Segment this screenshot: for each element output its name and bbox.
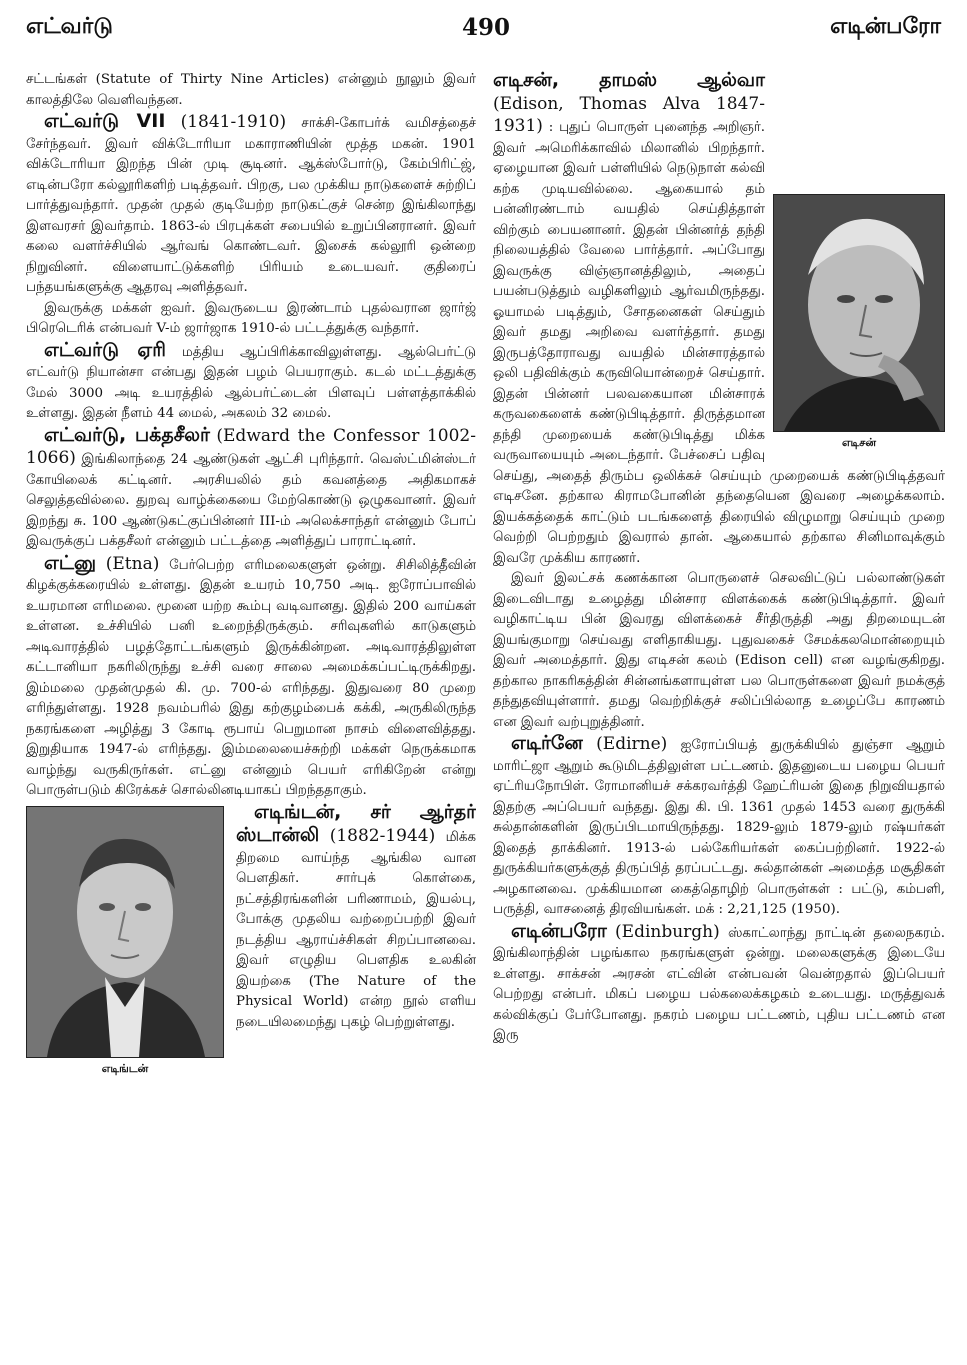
entry-latin-name: (Edison, Thomas Alva 1847-1931) (493, 93, 765, 136)
entry-dates: (1882-1944) (329, 826, 436, 846)
figure-caption: எடிசன் (841, 436, 877, 449)
running-head-left: எட்வர்டு (26, 14, 113, 39)
eddington-portrait (26, 806, 224, 1058)
right-column (493, 70, 945, 1360)
entry-continuation: சட்டங்கள் (Statute of Thirty Nine Articles) என்னும் நூலும் இவர் காலத்திலே வெளிவந்தன. (26, 72, 476, 108)
entry-latin-name: (Etna) (105, 553, 160, 574)
entry-body: ஐரோப்பியத் துருக்கியில் துஞ்சா ஆறும் மாரிட்ஜா ஆறும் கூடுமிடத்திலுள்ள பட்டணம். இதனுடைய பழைய பெயர் ஏட்ரியநோபிள். ரோமானியச் சக்கரவர்த்தி ஹேட்ரியன் இதை நிறுவியதால் இதற்கு அப்பெயர் வந்தது. இது கி. பி. 1361 முதல் 1453 வரை துருக்கி சுல்தான்களின் இருப்பிடமாயிருந்தது. 1829-லும் 1879-லும் ரஷ்யர்கள் இதைத் தாக்கினர். 1913-ல் பல்கேரியர்கள் கைப்பற்றினர். 1922-ல் துருக்கியர்களுக்குத் திருப்பித் தரப்பட்டது. சுல்தான்கள் அமைத்த மசூதிகள் அழகானவை. முக்கியமான கைத்தொழிற் பொருள்கள் : பட்டு, கம்பளி, பருத்தி, வாசனைத் திரவியங்கள். மக் : 2,21,125 (1950). (493, 738, 945, 917)
left-column (26, 70, 476, 1360)
entry-body-continued: இவர் இலட்சக் கணக்கான பொருளைச் செலவிட்டுப் பல்லாண்டுகள் இடைவிடாது உழைத்து மின்சார விளக்கைக் கண்டுபிடித்தார். இவர் வழிகாட்டிய பின் இவரது விளக்கைச் சீர்திருத்தி அது திறமையுடன் இயங்குமாறு செய்வது எளிதாகியது. புதுவகைச் சேமக்கலமொன்றையும் இவர் அமைத்தார். இது எடிசன் கலம் (Edison cell) என வழங்குகிறது. தற்கால நாகரிகத்தின் சின்னங்களாயுள்ள பல பொருள்களை இவர் நமக்குத் தந்துதவியுள்ளார். தமது வெற்றிக்குச் சலிப்பில்லாத உழைப்பே காரணம் என இவர் வற்புறுத்தினர். (493, 571, 945, 730)
entry-headword: எடின்பரோ (511, 919, 607, 942)
entry-headword: எடிர்னே (511, 732, 583, 754)
entry-latin-name: (Edirne) (596, 734, 668, 754)
entry-headword: எடிங்டன், சர் ஆர்தர் ஸ்டான்லி (236, 800, 476, 846)
entry-etna (26, 553, 476, 802)
entry-body: மத்திய ஆப்பிரிக்காவிலுள்ளது. ஆல்பெர்ட்டு எட்வர்டு நியான்சா என்பது இதன் பழம் பெயராகும். கடல் மட்டத்துக்கு மேல் 3000 அடி உயரத்தில் ஆல்பர்ட்டைன் பிளவுப் பள்ளத்தாக்கில் உள்ளது. இதன் நீளம் 44 மைல், அகலம் 32 மைல். (26, 344, 476, 421)
entry-body: மிக்க திறமை வாய்ந்த ஆங்கில வான பௌதிகர். சார்புக் கொள்கை, நட்சத்திரங்களின் பரிணாமம், இயல்பு, போக்கு முதலிய வற்றைப்பற்றி இவர் நடத்திய ஆராய்ச்சிகள் சிறப்பானவை. இவர் எழுதிய பௌதிக உலகின் இயற்கை (The Nature of the Physical World) என்ற நூல் எளிய நடையிலமைந்து புகழ் பெற்றுள்ளது. (236, 830, 476, 1030)
entry-headword: எட்வர்டு, பக்தசீலர் (44, 423, 210, 446)
entry-body: சாக்சி-கோபர்க் வமிசத்தைச் சேர்ந்தவர். இவர் விக்டோரியா மகாராணியின் மூத்த மகன். 1901 விக்டோரியா இறந்த பின் முடி சூடினர். ஆக்ஸ்போர்டு, கேம்பிரிட்ஜ், எடின்பரோ கல்லூரிகளிற் படித்தவர். பிறகு, பல முக்கிய நாடுகளைச் சுற்றிப் பார்த்துவந்தார். முதன் முதல் குடியேற்ற நாடுகட்குச் சென்ற இங்கிலாந்து இளவரசர் இவர்தாம். 1863-ல் பிரபுக்கள் சபையில் உறுப்பினரானர். இவர் கலை வளர்ச்சியில் ஆர்வங் கொண்டவர். இசைக் கல்லூரி ஒன்றை நிறுவினர். விளையாட்டுக்களிற் பிரியம் உடையவர். குதிரைப் பந்தயங்களுக்கு ஆதரவு அளித்தவர். (26, 116, 476, 295)
entry-latin-name: (Edward the Confessor 1002-1066) (26, 425, 476, 468)
edison-portrait (773, 194, 945, 432)
entry-body-continued: இவருக்கு மக்கள் ஐவர். இவருடைய இரண்டாம் புதல்வரான ஜார்ஜ் பிரெடெரிக் என்பவர் V-ம் ஜார்ஜாக 1910-ல் பட்டத்துக்கு வந்தார். (26, 300, 476, 336)
entry-edward-confessor (26, 425, 476, 553)
edison-figure (773, 194, 945, 451)
entry-body: இங்கிலாந்தை 24 ஆண்டுகள் ஆட்சி புரிந்தார். வெஸ்ட்மின்ஸ்டர் கோயிலைக் கட்டினர். அரசியலில் தம் கவனத்தை அதிகமாகச் செலுத்தவில்லை. துறவு வாழ்க்கையை மேற்கொண்டு ஒழுகவானர். இவர் இறந்து சு. 100 ஆண்டுகட்குப்பின்னர் III-ம் அலெக்சாந்தர் என்னும் போப் இவருக்குப் பக்தசீலர் என்னும் பட்டத்தை அளித்துப் பாராட்டினர். (26, 452, 476, 549)
entry-headword: எட்வர்டு ஏரி (44, 338, 166, 361)
entry-edinburgh (493, 921, 945, 1047)
entry-headword: எட்வர்டு VII (44, 110, 166, 132)
entry-body: : புதுப் பொருள் புனைந்த அறிஞர். இவர் அமெரிக்காவில் மிலானில் பிறந்தார். ஏழையான இவர் பள்ளியில் நெடுநாள் கல்வி கற்க முடியவில்லை. ஆகையால் தம் பன்னிரண்டாம் வயதில் செய்தித்தாள் விற்கும் பையனானர். இதன் பின்னர்த் தந்தி நிலையத்தில் வேலை பார்த்தார். அப்போது இவருக்கு விஞ்ஞானத்திலும், அதைப் பயன்படுத்தும் வழிகளிலும் ஆர்வமிருந்தது. ஓயாமல் படித்தும், சோதனைகள் செய்தும் இவர் தமது அறிவை வளர்த்தார். தமது இருபத்தோராவது வயதில் மின்சாரத்தால் ஒலி பதிவிக்கும் கருவியொன்றைச் செய்தார். இதன் பின்னர் பலவகையான மின்சாரக் கருவகைளைக் கண்டுபிடித்தார். திருத்தமான தந்தி முறையைக் கண்டுபிடித்து மிக்க வருவாயையும் அடைந்தார். பேச்சைப் பதிவு செய்து, அதைத் திரும்ப ஒலிக்கச் செய்யும் முறையைக் கண்டுபிடித்தவர் எடிசனே. தற்கால கிராமபோனின் தந்தையென இவரை அழைக்கலாம். இயக்கத்தைக் காட்டும் படங்களைத் திரையில் விழுமாறு செய்யும் முறை வெற்றி பெற்றதும் இவரால் தான். ஆகையால் தற்கால சினிமாவுக்கும் இவரே முக்கிய காரணர். (493, 120, 945, 566)
running-head-right: எடின்பரோ (830, 14, 941, 39)
figure-caption: எடிங்டன் (101, 1061, 149, 1075)
entry-dates: (1841-1910) (180, 112, 287, 132)
eddington-figure (26, 806, 224, 1077)
entry-headword: எட்னு (44, 551, 96, 574)
entry-latin-name: (Edinburgh) (615, 921, 720, 942)
entry-edward-vii (26, 111, 476, 299)
entry-body: ஸ்காட்லாந்து நாட்டின் தலைநகரம். இங்கிலாந்தின் பழங்கால நகரங்களுள் ஒன்று. மலைகளுக்கு இடையே உள்ளது. சாக்சன் அரசன் எட்வின் என்பவன் வென்றதால் இப்பெயர் பெற்றது என்பர். மிகப் பழைய பல்கலைக்கழகம் உடையது. மருத்துவக் கல்விக்குப் பேர்போனது. நகரம் பழைய பட்டணம், புதிய பட்டணம் என இரு (493, 925, 945, 1043)
entry-edirne (493, 733, 945, 921)
entry-edward-lake (26, 340, 476, 425)
page-number: 490 (462, 14, 511, 41)
entry-body: பேர்பெற்ற எரிமலைகளுள் ஒன்று. சிசிலித்தீவின் கிழக்குக்கரையில் உள்ளது. இதன் உயரம் 10,750 அடி. ஐரோப்பாவில் உயரமான எரிமலை. மூனை யற்ற கூம்பு வடிவானது. இதில் 200 வாய்கள் உள்ளன. உச்சியில் பனி உறைந்திருக்கும். சரிவுகளில் காடுகளும் அடிவாரத்தில் பழத்தோட்டங்களும் இருக்கின்றன. அடிவாரத்திலுள்ள கட்டானியா நகரிலிருந்து உச்சி வரை சாலை அமைக்கப்பட்டிருக்கிறது. இம்மலை முதன்முதல் கி. மு. 700-ல் எரிந்தது. இதுவரை 80 முறை எரிந்துள்ளது. 1928 நவம்பரில் இது கற்குழம்பைக் கக்கி, அருகிலிருந்த நகரங்களை அழித்து 3 கோடி ரூபாய் பெறுமான நாசம் விளைவித்தது. இறுதியாக 1947-ல் எரிந்தது. இம்மலையைச்சுற்றி மக்கள் நெருக்கமாக வாழ்ந்து வருகிருர்கள். எட்னு என்னும் பெயர் எரிகிறேன் என்று பொருள்படும் கிரேக்கச் சொல்லினடியாகப் பிறந்ததாகும். (26, 557, 476, 798)
entry-headword: எடிசன், தாமஸ் ஆல்வா (493, 70, 765, 91)
